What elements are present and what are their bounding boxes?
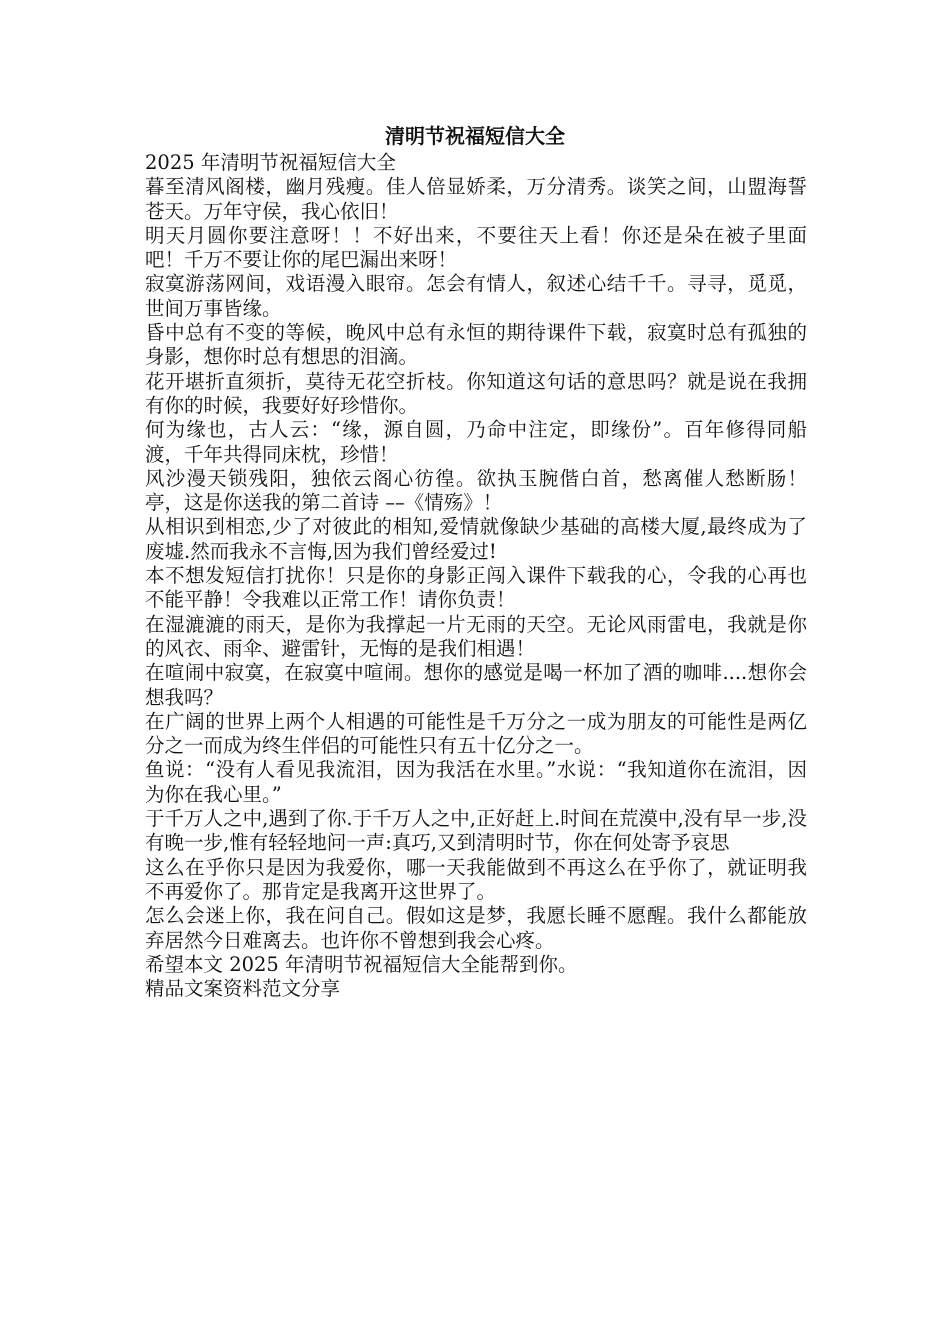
paragraph: 这么在乎你只是因为我爱你，哪一天我能做到不再这么在乎你了，就证明我不再爱你了。那肯定是我离开这世界了。 — [145, 855, 807, 903]
paragraph: 何为缘也，古人云：“缘，源自圆，乃命中注定，即缘份”。百年修得同船渡，千年共得同床枕，珍惜！ — [145, 418, 807, 466]
paragraph: 本不想发短信打扰你！只是你的身影正闯入课件下载我的心，令我的心再也不能平静！令我难以正常工作！请你负责！ — [145, 564, 807, 612]
paragraph: 从相识到相恋,少了对彼此的相知,爱情就像缺少基础的高楼大厦,最终成为了废墟.然而我永不言悔,因为我们曾经爱过! — [145, 515, 807, 563]
paragraph: 暮至清风阁楼，幽月残瘦。佳人倍显娇柔，万分清秀。谈笑之间，山盟海誓苍天。万年守侯，我心依旧！ — [145, 175, 807, 223]
paragraph: 在喧闹中寂寞，在寂寞中喧闹。想你的感觉是喝一杯加了酒的咖啡....想你会想我吗？ — [145, 661, 807, 709]
document-title: 清明节祝福短信大全 — [385, 124, 565, 148]
paragraph: 在广阔的世界上两个人相遇的可能性是千万分之一成为朋友的可能性是两亿分之一而成为终生伴侣的可能性只有五十亿分之一。 — [145, 709, 807, 758]
paragraph: 寂寞游荡网间，戏语漫入眼帘。怎会有情人，叙述心结千千。寻寻，觅觅，世间万事皆缘。 — [145, 272, 807, 320]
paragraph: 于千万人之中,遇到了你.于千万人之中,正好赶上.时间在荒漠中,没有早一步,没有晚一步,惟有轻轻地问一声:真巧,又到清明时节，你在何处寄予哀思 — [145, 807, 807, 855]
paragraph: 昏中总有不变的等候，晚风中总有永恒的期待课件下载，寂寞时总有孤独的身影，想你时总有想思的泪滴。 — [145, 321, 807, 369]
paragraph: 风沙漫天锁残阳，独依云阁心彷徨。欲执玉腕偕白首，愁离催人愁断肠！亭，这是你送我的第二首诗 ––《情殇》！ — [145, 466, 807, 515]
paragraph: 2025 年清明节祝福短信大全 — [145, 151, 396, 174]
paragraph: 在湿漉漉的雨天，是你为我撑起一片无雨的天空。无论风雨雷电，我就是你的风衣、雨伞、避雷针，无悔的是我们相遇！ — [145, 612, 807, 660]
paragraph: 花开堪折直须折，莫待无花空折枝。你知道这句话的意思吗？就是说在我拥有你的时候，我要好好珍惜你。 — [145, 369, 807, 417]
paragraph: 鱼说：“没有人看见我流泪，因为我活在水里。”水说：“我知道你在流泪，因为你在我心里。” — [145, 758, 807, 806]
paragraph: 怎么会迷上你，我在问自己。假如这是梦，我愿长睡不愿醒。我什么都能放弃居然今日难离去。也许你不曾想到我会心疼。 — [145, 904, 807, 952]
document-body — [145, 151, 807, 1001]
paragraph: 希望本文 2025 年清明节祝福短信大全能帮到你。 — [145, 952, 578, 976]
paragraph: 精品文案资料范文分享 — [145, 977, 341, 1001]
paragraph: 明天月圆你要注意呀！！不好出来，不要往天上看！你还是朵在被子里面吧！千万不要让你的尾巴漏出来呀！ — [145, 223, 807, 272]
